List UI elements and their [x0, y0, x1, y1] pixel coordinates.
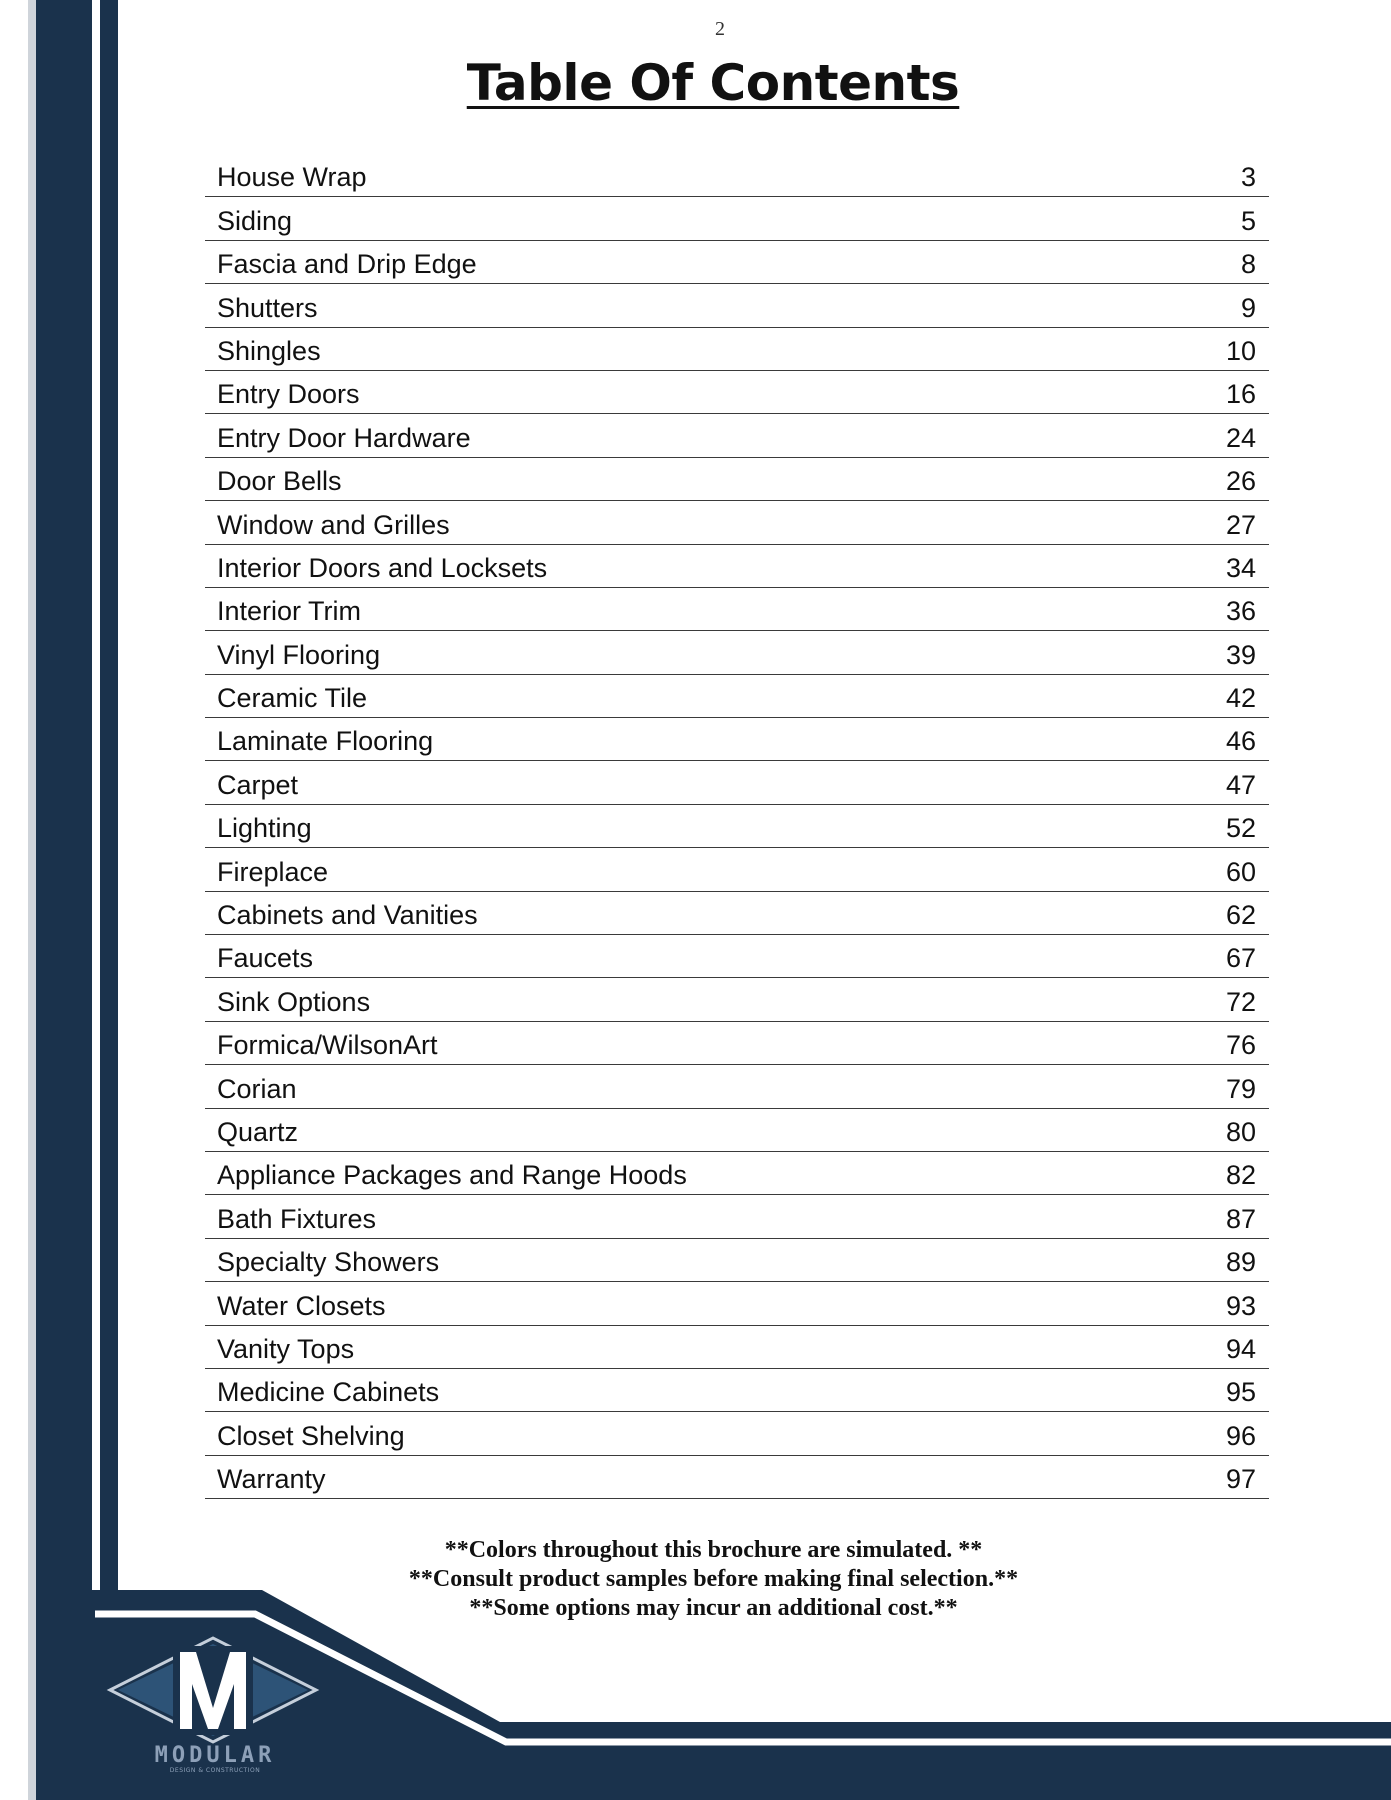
toc-page-number: 87: [1225, 1203, 1256, 1234]
toc-label: Quartz: [217, 1116, 299, 1147]
toc-label: Faucets: [217, 943, 314, 974]
toc-label: Sink Options: [217, 986, 371, 1017]
logo-wordmark: MODULAR: [154, 1743, 276, 1768]
disclaimer-notes: [300, 1536, 1127, 1623]
toc-page-number: 52: [1225, 813, 1256, 844]
toc-page-number: 60: [1225, 856, 1256, 887]
toc-page-number: 24: [1225, 422, 1256, 453]
toc-label: Door Bells: [217, 466, 342, 497]
toc-row[interactable]: [205, 1065, 1269, 1108]
toc-row[interactable]: [205, 1412, 1269, 1455]
toc-page-number: 5: [1240, 205, 1256, 236]
toc-row[interactable]: [205, 501, 1269, 544]
toc-page-number: 36: [1225, 596, 1256, 627]
toc-row[interactable]: [205, 197, 1269, 240]
toc-page-number: 96: [1225, 1420, 1256, 1451]
toc-label: Fascia and Drip Edge: [217, 249, 477, 280]
toc-row[interactable]: [205, 935, 1269, 978]
toc-label: Vanity Tops: [217, 1333, 355, 1364]
toc-page-number: 94: [1225, 1333, 1256, 1364]
table-of-contents: [205, 154, 1269, 1499]
toc-page-number: 10: [1225, 335, 1256, 366]
toc-page-number: 34: [1225, 552, 1256, 583]
toc-row[interactable]: [205, 848, 1269, 891]
toc-page-number: 42: [1225, 683, 1256, 714]
toc-label: Interior Doors and Locksets: [217, 552, 548, 583]
toc-page-number: 97: [1225, 1464, 1256, 1495]
toc-label: Warranty: [217, 1464, 326, 1495]
toc-label: Window and Grilles: [217, 509, 450, 540]
toc-page-number: 3: [1240, 162, 1256, 193]
toc-row[interactable]: [205, 1152, 1269, 1195]
toc-label: Entry Doors: [217, 379, 360, 410]
toc-label: Entry Door Hardware: [217, 422, 471, 453]
toc-page-number: 16: [1225, 379, 1256, 410]
disclaimer-line: **Colors throughout this brochure are simulated. **: [444, 1537, 983, 1563]
toc-label: Specialty Showers: [217, 1247, 440, 1278]
toc-page-number: 95: [1225, 1377, 1256, 1408]
logo-tagline: DESIGN & CONSTRUCTION: [169, 1767, 261, 1774]
toc-page-number: 62: [1225, 900, 1256, 931]
toc-label: Water Closets: [217, 1290, 386, 1321]
toc-label: Vinyl Flooring: [217, 639, 381, 670]
toc-page-number: 72: [1225, 986, 1256, 1017]
toc-row[interactable]: [205, 241, 1269, 284]
toc-row[interactable]: [205, 1022, 1269, 1065]
toc-label: Shutters: [217, 292, 318, 323]
toc-label: Bath Fixtures: [217, 1203, 377, 1234]
toc-label: Appliance Packages and Range Hoods: [217, 1160, 687, 1191]
toc-label: Lighting: [217, 813, 312, 844]
toc-page-number: 67: [1225, 943, 1256, 974]
toc-page-number: 80: [1225, 1116, 1256, 1147]
toc-row[interactable]: [205, 675, 1269, 718]
toc-row[interactable]: [205, 1239, 1269, 1282]
toc-row[interactable]: [205, 718, 1269, 761]
toc-row[interactable]: [205, 284, 1269, 327]
toc-label: Interior Trim: [217, 596, 362, 627]
toc-row[interactable]: [205, 1109, 1269, 1152]
toc-label: Shingles: [217, 335, 321, 366]
toc-row[interactable]: [205, 631, 1269, 674]
toc-page-number: 27: [1225, 509, 1256, 540]
toc-page-number: 89: [1225, 1247, 1256, 1278]
toc-row[interactable]: [205, 545, 1269, 588]
toc-page-number: 26: [1225, 466, 1256, 497]
toc-label: Closet Shelving: [217, 1420, 405, 1451]
toc-row[interactable]: [205, 414, 1269, 457]
toc-row[interactable]: [205, 154, 1269, 197]
toc-page-number: 47: [1225, 769, 1256, 800]
toc-label: Fireplace: [217, 856, 329, 887]
toc-row[interactable]: [205, 892, 1269, 935]
disclaimer-line: **Consult product samples before making final selection.**: [408, 1566, 1019, 1592]
toc-row[interactable]: [205, 371, 1269, 414]
toc-label: Corian: [217, 1073, 297, 1104]
toc-page-number: 39: [1225, 639, 1256, 670]
toc-page-number: 76: [1225, 1030, 1256, 1061]
toc-page-number: 8: [1240, 249, 1256, 280]
toc-row[interactable]: [205, 1195, 1269, 1238]
toc-page-number: 46: [1225, 726, 1256, 757]
toc-row[interactable]: [205, 1282, 1269, 1325]
toc-label: Cabinets and Vanities: [217, 900, 478, 931]
toc-label: Ceramic Tile: [217, 683, 368, 714]
toc-label: House Wrap: [217, 162, 367, 193]
toc-label: Laminate Flooring: [217, 726, 434, 757]
toc-row[interactable]: [205, 1326, 1269, 1369]
toc-label: Medicine Cabinets: [217, 1377, 440, 1408]
toc-row[interactable]: [205, 761, 1269, 804]
toc-label: Formica/WilsonArt: [217, 1030, 438, 1061]
toc-row[interactable]: [205, 1369, 1269, 1412]
page-number: 2: [715, 18, 725, 40]
toc-row[interactable]: [205, 328, 1269, 371]
toc-page-number: 82: [1225, 1160, 1256, 1191]
toc-row[interactable]: [205, 588, 1269, 631]
toc-page-number: 9: [1240, 292, 1256, 323]
toc-row[interactable]: [205, 458, 1269, 501]
toc-page-number: 79: [1225, 1073, 1256, 1104]
toc-page-number: 93: [1225, 1290, 1256, 1321]
page-title: Table Of Contents: [466, 54, 960, 112]
disclaimer-line: **Some options may incur an additional cost.**: [469, 1595, 958, 1621]
toc-label: Siding: [217, 205, 293, 236]
toc-row[interactable]: [205, 1456, 1269, 1499]
toc-row[interactable]: [205, 805, 1269, 848]
toc-label: Carpet: [217, 769, 299, 800]
toc-row[interactable]: [205, 978, 1269, 1021]
